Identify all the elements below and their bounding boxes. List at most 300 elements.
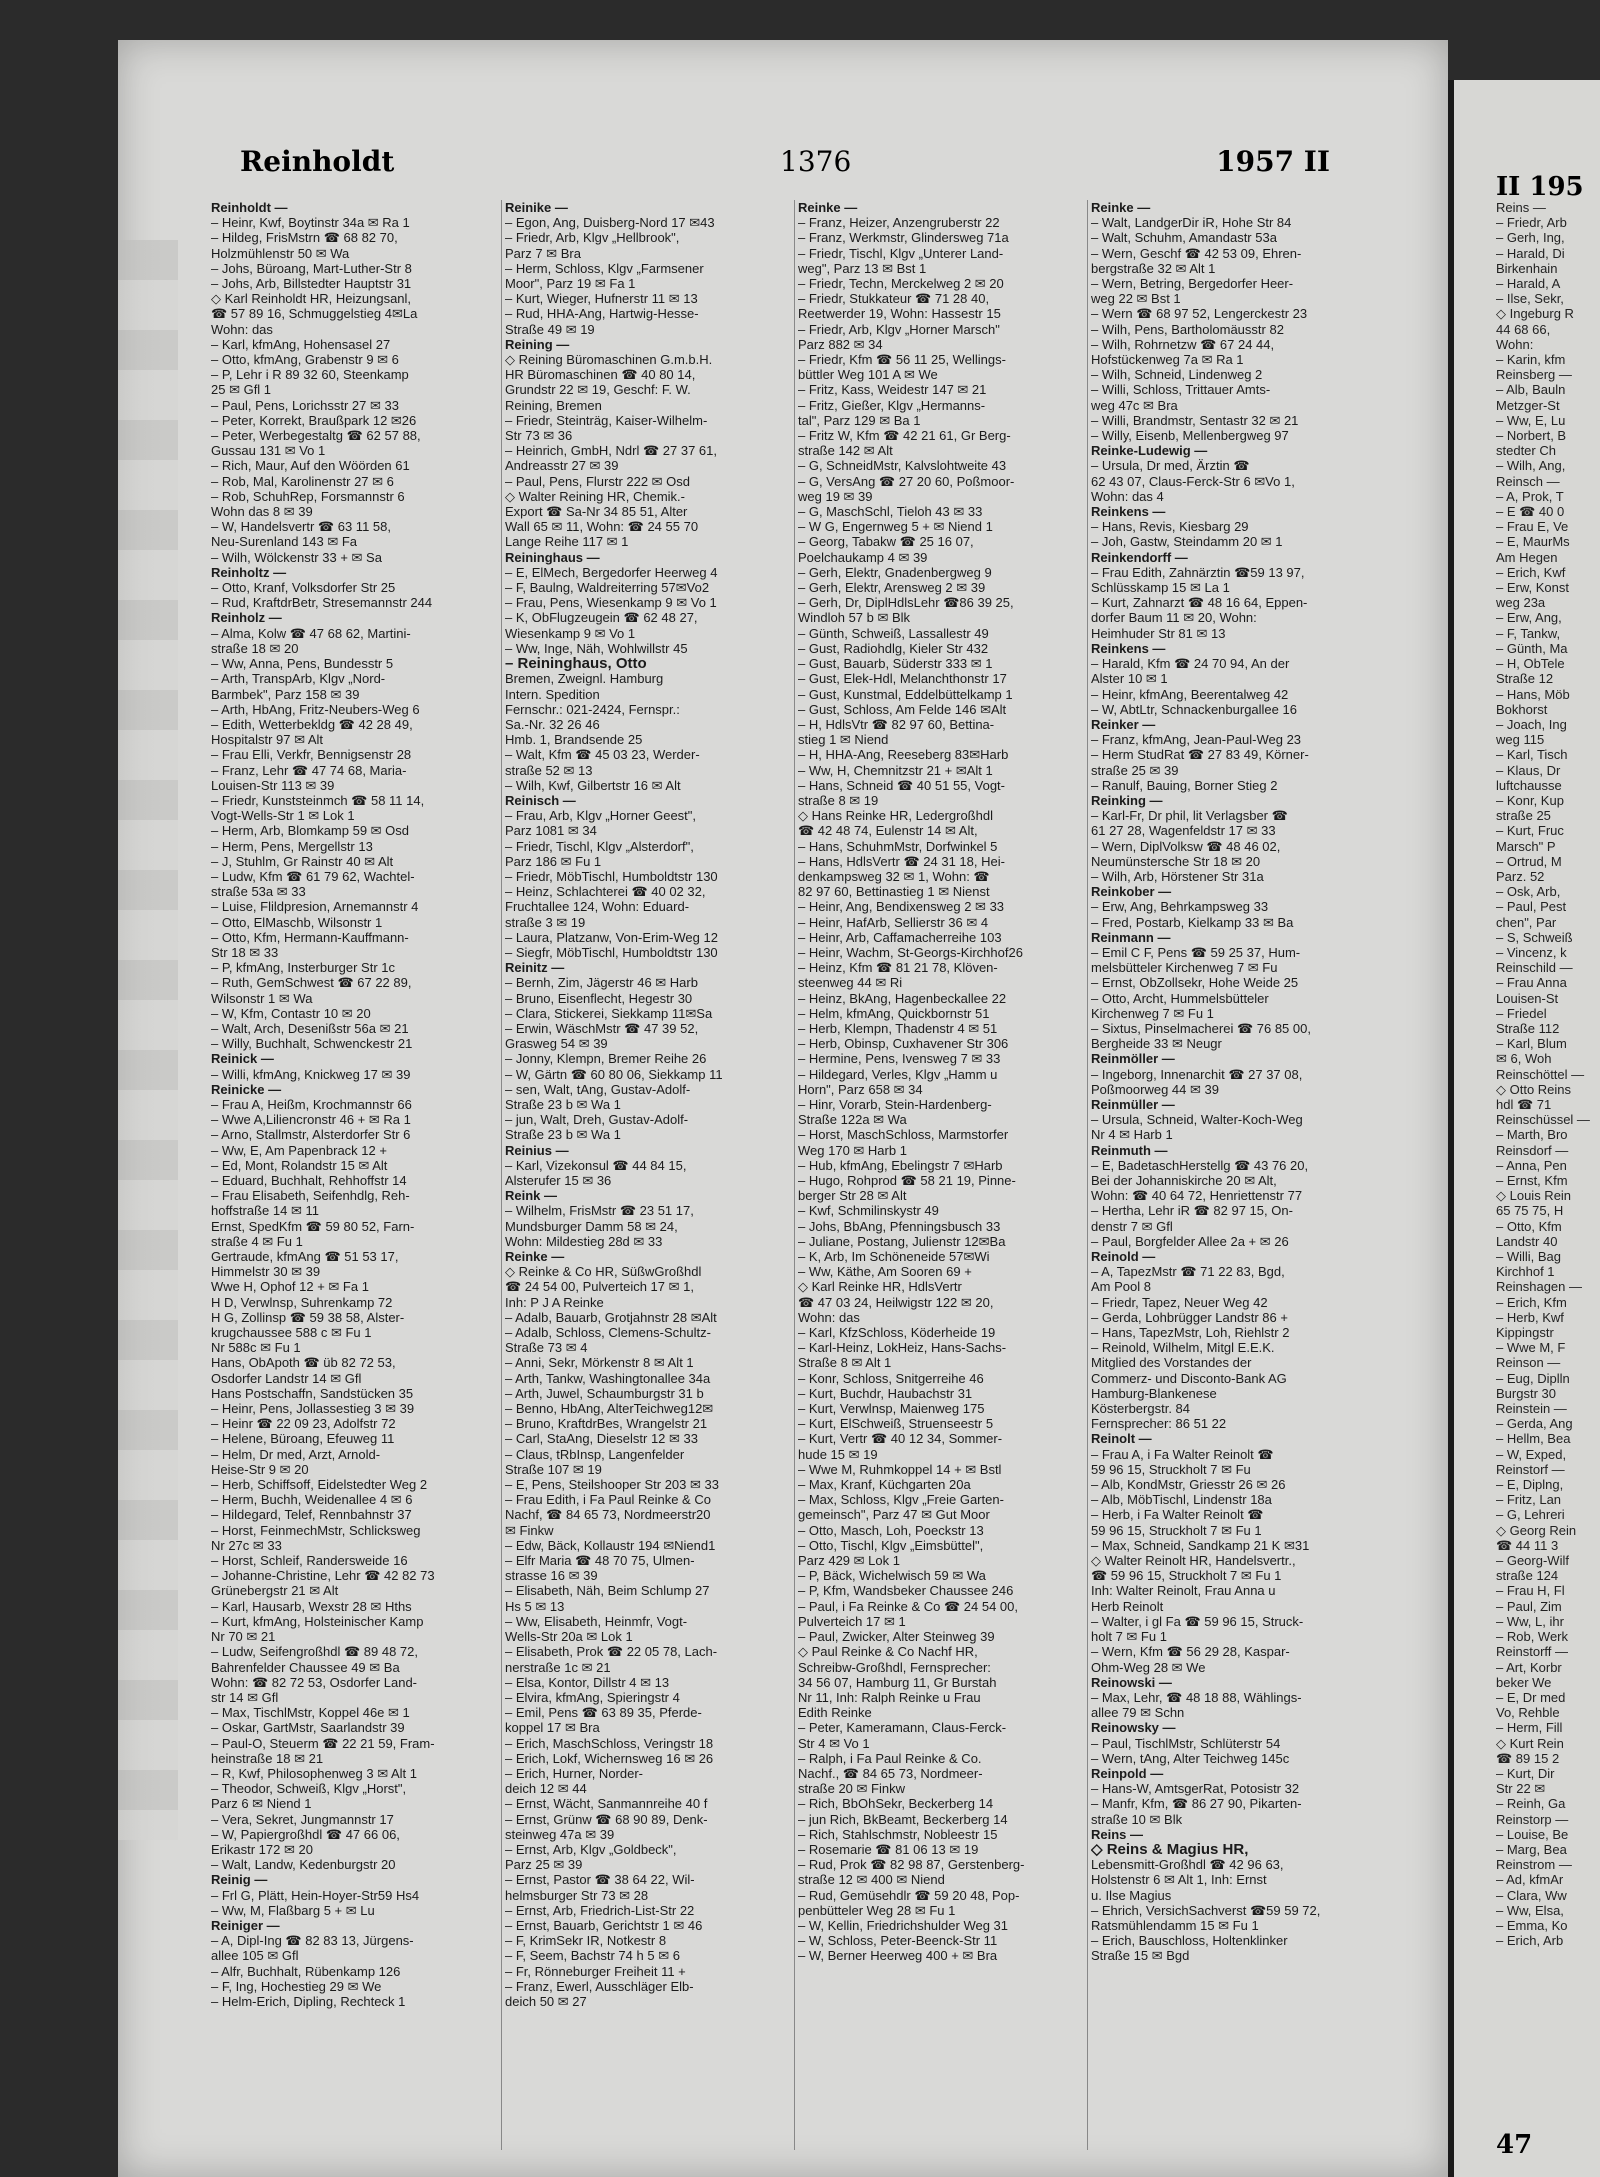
directory-entry: ◇ Karl Reinholdt HR, Heizungsanl, [211, 291, 412, 307]
directory-entry: Reins — [1091, 1826, 1144, 1842]
directory-entry: – Hinr, Vorarb, Stein-Hardenberg- [798, 1096, 992, 1112]
directory-entry: allee 79 ✉ Schn [1091, 1705, 1185, 1721]
directory-entry: – Konr, Schloss, Snitgerreihe 46 [798, 1370, 984, 1386]
right-page-entry: Reinshagen — [1496, 1279, 1582, 1295]
directory-entry: – Paul, Pens, Lorichsstr 27 ✉ 33 [211, 397, 399, 413]
directory-entry: – Otto, Archt, Hummelsbütteler [1091, 990, 1269, 1006]
right-page-entry: Reinstrom — [1496, 1857, 1572, 1873]
directory-entry: hoffstraße 14 ✉ 11 [211, 1203, 319, 1219]
directory-entry: Str 4 ✉ Vo 1 [798, 1735, 870, 1751]
directory-entry: – Friedr, Tischl, Klgv „Unterer Land- [798, 245, 1004, 261]
directory-entry: melsbütteler Kirchenweg 7 ✉ Fu [1091, 960, 1278, 976]
directory-entry: – Ww, E, Am Papenbrack 12 + [211, 1142, 387, 1158]
directory-entry: – Karl-Fr, Dr phil, lit Verlagsber ☎ [1091, 808, 1288, 824]
directory-entry: – Ruth, GemSchwest ☎ 67 22 89, [211, 975, 412, 991]
directory-entry: – Helm, kfmAng, Quickbornstr 51 [798, 1005, 990, 1021]
directory-entry: – Paul-O, Steuerm ☎ 22 21 59, Fram- [211, 1735, 435, 1751]
directory-entry: Inh: Walter Reinolt, Frau Anna u [1091, 1583, 1276, 1599]
directory-entry: – Alb, KondMstr, Griesstr 26 ✉ 26 [1091, 1477, 1286, 1493]
directory-entry: – Gust, Kunstmal, Eddelbüttelkamp 1 [798, 686, 1013, 702]
directory-entry: – Franz, Heizer, Anzengruberstr 22 [798, 215, 1000, 231]
directory-entry: Bremen, Zweignl. Hamburg [505, 671, 664, 687]
right-page-entry: Reinstein — [1496, 1401, 1567, 1417]
directory-entry: Reinke — [505, 1249, 565, 1265]
directory-entry: Hospitalstr 97 ✉ Alt [211, 732, 324, 748]
right-page-entry: Reinschüssel — [1496, 1112, 1590, 1128]
directory-entry: – Gust, Elek-Hdl, Melanchthonstr 17 [798, 671, 1007, 687]
directory-entry: straße 3 ✉ 19 [505, 914, 586, 930]
directory-entry: – Ranulf, Bauing, Borner Stieg 2 [1091, 777, 1278, 793]
directory-entry: – Edith, Wetterbekldg ☎ 42 28 49, [211, 716, 413, 732]
directory-entry: – Gerh, Dr, DiplHdlsLehr ☎86 39 25, [798, 595, 1014, 611]
directory-entry: – Alma, Kolw ☎ 47 68 62, Martini- [211, 625, 411, 641]
directory-entry: – W, Kfm, Contastr 10 ✉ 20 [211, 1005, 371, 1021]
directory-entry: ◇ Hans Reinke HR, Ledergroßhdl [798, 808, 993, 824]
directory-entry: – Herm, Buchh, Weidenallee 4 ✉ 6 [211, 1492, 413, 1508]
directory-entry: – Otto, ElMaschb, Wilsonstr 1 [211, 914, 383, 930]
directory-entry: straße 53a ✉ 33 [211, 884, 306, 900]
directory-entry: – Gust, Bauarb, Süderstr 333 ✉ 1 [798, 656, 993, 672]
directory-entry: Andreasstr 27 ✉ 39 [505, 458, 619, 474]
right-page-entry: – Karl, Tisch [1496, 747, 1568, 763]
directory-entry: – Elsa, Kontor, Dillstr 4 ✉ 13 [505, 1674, 670, 1690]
directory-entry: Straße 15 ✉ Bgd [1091, 1948, 1190, 1964]
directory-entry: Straße 107 ✉ 19 [505, 1461, 602, 1477]
directory-entry: – Hermine, Pens, Ivensweg 7 ✉ 33 [798, 1051, 1001, 1067]
directory-entry: – F, Baulng, Waldreiterring 57✉Vo2 [505, 580, 710, 596]
right-page-entry: – Erw, Ang, [1496, 610, 1562, 626]
directory-entry: Hofstückenweg 7a ✉ Ra 1 [1091, 352, 1244, 368]
right-page-entry: – Erw, Konst [1496, 580, 1569, 596]
directory-entry: – Kurt, Vertr ☎ 40 12 34, Sommer- [798, 1431, 1003, 1447]
directory-entry: ◇ Reins & Magius HR, [1091, 1841, 1249, 1858]
directory-entry: – Ursula, Schneid, Walter-Koch-Weg [1091, 1112, 1303, 1128]
directory-entry: Bei der Johanniskirche 20 ✉ Alt, [1091, 1173, 1277, 1188]
directory-entry: – Willi, Schloss, Trittauer Amts- [1091, 382, 1271, 398]
directory-entry: Wilsonstr 1 ✉ Wa [211, 990, 313, 1006]
directory-entry: koppel 17 ✉ Bra [505, 1720, 600, 1736]
directory-entry: allee 105 ✉ Gfl [211, 1948, 299, 1964]
directory-entry: steinweg 47a ✉ 39 [505, 1826, 615, 1842]
directory-entry: Nachf, ☎ 84 65 73, Nordmeerstr20 [505, 1507, 711, 1523]
directory-entry: – Elfr Maria ☎ 48 70 75, Ulmen- [505, 1553, 695, 1569]
directory-entry: – E, Pens, Steilshooper Str 203 ✉ 33 [505, 1477, 719, 1493]
directory-entry: – Ed, Mont, Rolandstr 15 ✉ Alt [211, 1157, 388, 1173]
directory-entry: – Karl, KfzSchloss, Köderheide 19 [798, 1325, 996, 1341]
right-page-entry: ◇ Ingeburg R [1496, 306, 1574, 322]
directory-entry: Wohn das 8 ✉ 39 [211, 504, 313, 520]
directory-entry: Mitglied des Vorstandes der [1091, 1355, 1252, 1371]
directory-entry: – Heinr, Kwf, Boytinstr 34a ✉ Ra 1 [211, 215, 410, 231]
directory-entry: denstr 7 ✉ Gfl [1091, 1218, 1173, 1234]
directory-entry: – Kurt, kfmAng, Holsteinischer Kamp [211, 1613, 424, 1629]
right-page-entry: – Frau H, Fl [1496, 1583, 1565, 1599]
directory-entry: – P, Kfm, Wandsbeker Chaussee 246 [798, 1583, 1014, 1599]
directory-entry: straße 25 ✉ 39 [1091, 762, 1179, 778]
directory-entry: – Otto, Kfm, Hermann-Kauffmann- [211, 929, 409, 945]
right-page-entry: ◇ Georg Rein [1496, 1522, 1577, 1538]
right-page-entry: – A, Prok, T [1496, 488, 1564, 504]
directory-entry: strasse 16 ✉ 39 [505, 1568, 598, 1584]
directory-entry: – Erich, MaschSchloss, Veringstr 18 [505, 1735, 714, 1751]
right-page-entry: – Eug, Diplln [1496, 1370, 1570, 1386]
directory-entry: – A, TapezMstr ☎ 71 22 83, Bgd, [1091, 1264, 1285, 1280]
directory-entry: – Frau, Pens, Wiesenkamp 9 ✉ Vo 1 [505, 595, 717, 611]
directory-entry: Parz 25 ✉ 39 [505, 1857, 583, 1873]
directory-entry: – Heinz, BkAng, Hagenbeckallee 22 [798, 990, 1007, 1006]
directory-entry: – Eduard, Buchhalt, Rehhoffstr 14 [211, 1173, 407, 1188]
directory-entry: – Jonny, Klempn, Bremer Reihe 26 [505, 1051, 707, 1067]
directory-entry: Commerz- und Disconto-Bank AG [1091, 1370, 1287, 1386]
directory-entry: – Frau Elisabeth, Seifenhdlg, Reh- [211, 1188, 410, 1204]
directory-entry: – Walter, i gl Fa ☎ 59 96 15, Struck- [1091, 1613, 1304, 1629]
right-page-entry: – Rob, Werk [1496, 1629, 1569, 1645]
directory-entry: bergstraße 32 ✉ Alt 1 [1091, 260, 1216, 276]
directory-entry: ☎ 47 03 24, Heilwigstr 122 ✉ 20, [798, 1294, 994, 1310]
directory-entry: – Kwf, Schmilinskystr 49 [798, 1203, 939, 1219]
directory-entry: – Joh, Gastw, Steindamm 20 ✉ 1 [1091, 534, 1283, 550]
directory-entry: – Paul, TischlMstr, Schlüterstr 54 [1091, 1735, 1281, 1751]
directory-entry: holt 7 ✉ Fu 1 [1091, 1629, 1167, 1645]
directory-entry: – W, Kellin, Friedrichshulder Weg 31 [798, 1917, 1009, 1933]
directory-entry: – Heinr, Wachm, St-Georgs-Kirchhof26 [798, 944, 1023, 960]
directory-entry: – Max, Lehr, ☎ 48 18 88, Wählings- [1091, 1689, 1302, 1705]
right-page-entry: – Paul, Zim [1496, 1598, 1562, 1614]
directory-entry: – Peter, Korrekt, Braußpark 12 ✉26 [211, 412, 417, 428]
directory-entry: ✉ Finkw [505, 1522, 554, 1538]
directory-entry: – Otto, Masch, Loh, Poeckstr 13 [798, 1522, 984, 1538]
directory-entry: – W, Berner Heerweg 400 + ✉ Bra [798, 1948, 998, 1964]
directory-entry: Weg 170 ✉ Harb 1 [798, 1142, 907, 1158]
right-page-entry: – Friedel [1496, 1005, 1547, 1021]
directory-entry: Ratsmühlendamm 15 ✉ Fu 1 [1091, 1917, 1259, 1933]
directory-entry: – Wern, Geschf ☎ 42 53 09, Ehren- [1091, 245, 1302, 261]
directory-entry: – Franz, Ewerl, Ausschläger Elb- [505, 1978, 694, 1994]
directory-entry: Reinmüller — [1091, 1096, 1175, 1112]
directory-entry: – Heinz, Kfm ☎ 81 21 78, Klöven- [798, 960, 998, 976]
directory-entry: Straße 23 b ✉ Wa 1 [505, 1096, 621, 1112]
directory-entry: – Wwe A,Liliencronstr 46 + ✉ Ra 1 [211, 1112, 411, 1128]
directory-entry: – Theodor, Schweiß, Klgv „Horst", [211, 1781, 407, 1797]
directory-entry: – Heinrich, GmbH, Ndrl ☎ 27 37 61, [505, 443, 717, 459]
right-page-entry: – Paul, Pest [1496, 899, 1567, 915]
directory-entry: – Johs, Büroang, Mart-Luther-Str 8 [211, 260, 412, 276]
directory-entry: – P, Bäck, Wichelwisch 59 ✉ Wa [798, 1568, 986, 1584]
directory-entry: – Gerda, Lohbrügger Landstr 86 + [1091, 1309, 1288, 1325]
right-page-entry: – Günth, Ma [1496, 640, 1568, 656]
directory-entry: Schreibw-Großhdl, Fernsprecher: [798, 1659, 991, 1675]
directory-entry: Nr 11, Inh: Ralph Reinke u Frau [798, 1689, 981, 1705]
right-page-entry: Kirchhof 1 [1496, 1264, 1555, 1280]
right-page-entry: Straße 112 [1496, 1020, 1560, 1036]
directory-entry: – Gerh, Elektr, Gnadenbergweg 9 [798, 564, 992, 580]
directory-entry: – Herm, Arb, Blomkamp 59 ✉ Osd [211, 823, 410, 839]
directory-entry: ☎ 24 54 00, Pulverteich 17 ✉ 1, [505, 1279, 694, 1295]
directory-entry: – Frau Edith, Zahnärztin ☎59 13 97, [1091, 564, 1305, 580]
directory-entry: – Kurt, ElSchweiß, Struenseestr 5 [798, 1416, 994, 1432]
right-page-entry: – S, Schweiß [1496, 929, 1573, 945]
directory-entry: – Herm StudRat ☎ 27 83 49, Körner- [1091, 747, 1309, 763]
directory-entry: stieg 1 ✉ Niend [798, 732, 889, 748]
directory-entry: weg 47c ✉ Bra [1091, 397, 1178, 413]
directory-entry: – Paul, Borgfelder Allee 2a + ✉ 26 [1091, 1233, 1289, 1249]
directory-entry: – Kurt, Verwlnsp, Maienweg 175 [798, 1401, 985, 1417]
right-page-entry: – Erich, Arb [1496, 1933, 1564, 1949]
directory-entry: – Karl-Heinz, LokHeiz, Hans-Sachs- [798, 1340, 1007, 1356]
directory-entry: Reinius — [505, 1142, 569, 1158]
directory-entry: Pulverteich 17 ✉ 1 [798, 1613, 906, 1629]
directory-entry: hude 15 ✉ 19 [798, 1446, 878, 1462]
directory-entry: Reinkens — [1091, 504, 1166, 520]
directory-entry: Straße 73 ✉ 4 [505, 1340, 588, 1356]
directory-entry: – Friedr, Steinträg, Kaiser-Wilhelm- [505, 412, 708, 428]
right-page-entry: – Wilh, Ang, [1496, 458, 1566, 474]
right-page-entry: – Frau E, Ve [1496, 519, 1569, 535]
right-page-entry: ☎ 44 11 3 [1496, 1537, 1559, 1553]
right-page-entry: stedter Ch [1496, 443, 1556, 459]
right-page-entry: straße 25 [1496, 808, 1551, 824]
right-page-entry: 65 75 75, H [1496, 1203, 1564, 1219]
page-header [210, 145, 1330, 185]
right-page-entry: – Harald, Di [1496, 245, 1565, 261]
directory-entry: – Fritz, Gießer, Klgv „Hermanns- [798, 397, 986, 413]
directory-entry: – Helene, Büroang, Efeuweg 11 [211, 1431, 395, 1447]
right-page-entry: ☎ 89 15 2 [1496, 1750, 1560, 1766]
directory-entry: – Wern, tAng, Alter Teichweg 145c [1091, 1750, 1290, 1766]
directory-entry: – Helm, Dr med, Arzt, Arnold- [211, 1446, 381, 1462]
right-page-entry: – Ernst, Kfm [1496, 1173, 1568, 1188]
right-page-entry: – Ortrud, M [1496, 853, 1562, 869]
directory-entry: – Emil C F, Pens ☎ 59 25 37, Hum- [1091, 944, 1301, 960]
right-page-entry: – Osk, Arb, [1496, 884, 1561, 900]
right-page-entry: – Erich, Kwf [1496, 564, 1566, 580]
right-page-entry: – Gerh, Ing, [1496, 230, 1565, 246]
right-page-entry: Kippingstr [1496, 1325, 1554, 1341]
directory-entry: – Hertha, Lehr iR ☎ 82 97 15, On- [1091, 1203, 1293, 1219]
directory-entry: weg", Parz 13 ✉ Bst 1 [798, 260, 927, 276]
right-page-entry: – Clara, Ww [1496, 1887, 1567, 1903]
right-page-entry: – Ww, L, ihr [1496, 1613, 1564, 1629]
directory-entry: – Heinr, Ang, Bendixensweg 2 ✉ 33 [798, 899, 1005, 915]
directory-entry: – Ernst, Wächt, Sanmannreihe 40 f [505, 1796, 708, 1812]
directory-entry: – Hildeg, FrisMstrn ☎ 68 82 70, [211, 230, 398, 246]
directory-entry: Louisen-Str 113 ✉ 39 [211, 777, 335, 793]
right-page-entry: Birkenhain [1496, 260, 1558, 276]
directory-entry: – Heinz, Schlachterei ☎ 40 02 32, [505, 884, 706, 900]
right-page-header: II 195 [1496, 172, 1584, 202]
directory-entry: – Johs, BbAng, Pfenningsbusch 33 [798, 1218, 1001, 1234]
directory-entry: – Hans, Schneid ☎ 40 51 55, Vogt- [798, 777, 1005, 793]
right-page-entry: straße 124 [1496, 1568, 1559, 1584]
directory-entry: – Frau Edith, i Fa Paul Reinke & Co [505, 1492, 711, 1508]
directory-entry: – Carl, StaAng, Dieselstr 12 ✉ 33 [505, 1431, 698, 1447]
right-page-entry: Reinstorff — [1496, 1644, 1569, 1660]
directory-entry: ◇ Reinke & Co HR, SüßwGroßhdl [505, 1264, 702, 1280]
directory-entry: Gertraude, kfmAng ☎ 51 53 17, [211, 1249, 399, 1265]
right-page-entry: Reinstorp — [1496, 1811, 1569, 1827]
directory-entry: – Franz, Lehr ☎ 47 74 68, Maria- [211, 762, 407, 778]
directory-entry: – Karl, Hausarb, Wexstr 28 ✉ Hths [211, 1598, 412, 1614]
directory-entry: – A, Dipl-Ing ☎ 82 83 13, Jürgens- [211, 1933, 414, 1949]
directory-entry: Wiesenkamp 9 ✉ Vo 1 [505, 625, 636, 641]
directory-entry: – K, Arb, Im Schöneneide 57✉Wi [798, 1249, 990, 1265]
directory-entry: – Bernh, Zim, Jägerstr 46 ✉ Harb [505, 975, 698, 991]
directory-entry: – Erich, Hurner, Norder- [505, 1765, 643, 1781]
directory-entry: H D, Verwlnsp, Suhrenkamp 72 [211, 1294, 393, 1310]
column-2 [501, 200, 794, 2150]
right-page-entry: – Kurt, Dir [1496, 1765, 1555, 1781]
directory-entry: weg 22 ✉ Bst 1 [1091, 291, 1181, 307]
directory-entry: – Friedr, Arb, Klgv „Horner Marsch" [798, 321, 1000, 337]
directory-entry: – Siegfr, MöbTischl, Humboldtstr 130 [505, 944, 718, 960]
directory-entry: – Friedr, Techn, Merckelweg 2 ✉ 20 [798, 276, 1004, 292]
directory-entry: – Wern, Kfm ☎ 56 29 28, Kaspar- [1091, 1644, 1290, 1660]
directory-entry: 59 96 15, Struckholt 7 ✉ Fu [1091, 1461, 1251, 1477]
directory-entry: – Reininghaus, Otto [505, 656, 647, 672]
directory-entry: – Hugo, Rohprod ☎ 58 21 19, Pinne- [798, 1173, 1016, 1188]
directory-entry: 25 ✉ Gfl 1 [211, 382, 272, 398]
directory-entry: Grünebergstr 21 ✉ Alt [211, 1583, 339, 1599]
directory-entry: – Rich, Maur, Auf den Wöörden 61 [211, 458, 410, 474]
directory-entry: Export ☎ Sa-Nr 34 85 51, Alter [505, 504, 688, 520]
directory-entry: krugchaussee 588 c ✉ Fu 1 [211, 1325, 372, 1341]
directory-entry: Reinkendorff — [1091, 549, 1188, 565]
directory-entry: Grasweg 54 ✉ 39 [505, 1036, 608, 1052]
right-page-entry: Metzger-St [1496, 397, 1560, 413]
directory-entry: Parz 429 ✉ Lok 1 [798, 1553, 900, 1569]
right-page-entry: beker We [1496, 1674, 1552, 1690]
directory-entry: – Arth, HbAng, Fritz-Neubers-Weg 6 [211, 701, 420, 717]
directory-entry: Parz 1081 ✉ 34 [505, 823, 597, 839]
directory-entry: – Friedr, MöbTischl, Humboldtstr 130 [505, 868, 718, 884]
directory-entry: Neu-Surenland 143 ✉ Fa [211, 534, 358, 550]
directory-entry: – Frau A, i Fa Walter Reinolt ☎ [1091, 1446, 1274, 1462]
directory-entry: – Ww, H, Chemnitzstr 21 + ✉Alt 1 [798, 762, 993, 778]
right-page-entry: Am Hegen [1496, 549, 1558, 565]
directory-entry: Reinmann — [1091, 929, 1171, 945]
directory-entry: – Frau, Arb, Klgv „Horner Geest", [505, 808, 697, 824]
directory-entry: – Clara, Stickerei, Siekkamp 11✉Sa [505, 1005, 713, 1021]
right-page-entry: – Alb, Bauln [1496, 382, 1566, 398]
directory-entry: – Herb, Schiffsoff, Eidelstedter Weg 2 [211, 1477, 428, 1493]
directory-entry: Reinholz — [211, 610, 282, 626]
right-page-entry: – Karin, kfm [1496, 352, 1566, 368]
directory-entry: – Hildegard, Telef, Rennbahnstr 37 [211, 1507, 412, 1523]
directory-entry: Poelchaukamp 4 ✉ 39 [798, 549, 928, 565]
directory-entry: Hans, ObApoth ☎ üb 82 72 53, [211, 1355, 396, 1371]
directory-entry: Bergheide 33 ✉ Neugr [1091, 1036, 1222, 1052]
directory-entry: – Willy, Buchhalt, Schwenckestr 21 [211, 1036, 413, 1052]
right-page-entry: – Emma, Ko [1496, 1917, 1568, 1933]
right-page-entry: Reinstorf — [1496, 1461, 1565, 1477]
directory-entry: – W G, Engernweg 5 + ✉ Niend 1 [798, 519, 993, 535]
right-page-entry: Reinsberg — [1496, 367, 1572, 383]
directory-entry: – Erich, Lokf, Wichernsweg 16 ✉ 26 [505, 1750, 714, 1766]
right-page-entry: Reinschild — [1496, 960, 1573, 976]
directory-entry: – Anni, Sekr, Mörkenstr 8 ✉ Alt 1 [505, 1355, 694, 1371]
directory-entry: Reinholtz — [211, 564, 287, 580]
directory-entry: gemeinsch", Parz 47 ✉ Gut Moor [798, 1507, 990, 1523]
right-page-entry: – E, Diplng, [1496, 1477, 1564, 1493]
directory-entry: deich 50 ✉ 27 [505, 1993, 587, 2009]
directory-entry: Reinicke — [211, 1081, 282, 1097]
directory-entry: – Herm, Schloss, Klgv „Farmsener [505, 260, 704, 276]
directory-entry: – Johanne-Christine, Lehr ☎ 42 82 73 [211, 1568, 435, 1584]
right-page-entry: ◇ Louis Rein [1496, 1188, 1572, 1204]
directory-entry: – Walt, LandgerDir iR, Hohe Str 84 [1091, 215, 1292, 231]
directory-entry: Reinick — [211, 1051, 274, 1067]
directory-entry: Wohn: das [798, 1309, 860, 1325]
directory-entry: Hmb. 1, Brandsende 25 [505, 732, 643, 748]
directory-entry: – Rich, Stahlschmstr, Nobleestr 15 [798, 1826, 998, 1842]
directory-entry: Holstenstr 6 ✉ Alt 1, Inh: Ernst [1091, 1872, 1267, 1888]
directory-entry: – Rich, BbOhSekr, Beckerberg 14 [798, 1796, 994, 1812]
directory-entry: Alster 10 ✉ 1 [1091, 671, 1168, 687]
directory-entry: – Rud, Gemüsehdlr ☎ 59 20 48, Pop- [798, 1887, 1020, 1903]
directory-entry: 62 43 07, Claus-Ferck-Str 6 ✉Vo 1, [1091, 473, 1295, 489]
directory-entry: – Hub, kfmAng, Ebelingstr 7 ✉Harb [798, 1157, 1003, 1173]
directory-entry: Reinold — [1091, 1249, 1156, 1265]
directory-entry: – Ludw, Seifengroßhdl ☎ 89 48 72, [211, 1644, 418, 1660]
directory-entry: – Claus, tRbInsp, Langenfelder [505, 1446, 685, 1462]
directory-entry: – jun Rich, BkBeamt, Beckerberg 14 [798, 1811, 1008, 1827]
directory-entry: – Max, Schloss, Klgv „Freie Garten- [798, 1492, 1004, 1508]
right-page-entry: chen", Par [1496, 914, 1557, 930]
directory-entry: – E, ElMech, Bergedorfer Heerweg 4 [505, 564, 718, 580]
directory-entry: ☎ 42 48 74, Eulenstr 14 ✉ Alt, [798, 823, 978, 839]
directory-entry: – Arth, TranspArb, Klgv „Nord- [211, 671, 386, 687]
directory-entry: – Willi, kfmAng, Knickweg 17 ✉ 39 [211, 1066, 411, 1082]
directory-entry: – Franz, kfmAng, Jean-Paul-Weg 23 [1091, 732, 1302, 748]
header-page-number: 1376 [780, 145, 852, 178]
directory-entry: – Arth, Tankw, Washingtonallee 34a [505, 1370, 711, 1386]
right-page-entry: hdl ☎ 71 [1496, 1096, 1552, 1112]
right-page-entry: – Art, Korbr [1496, 1659, 1562, 1675]
right-page-entry: – Otto, Kfm [1496, 1218, 1562, 1234]
directory-entry: – Hans, SchuhmMstr, Dorfwinkel 5 [798, 838, 998, 854]
right-page-entry: – Karl, Blum [1496, 1036, 1567, 1052]
directory-entry: – Bruno, KraftdrBes, Wrangelstr 21 [505, 1416, 708, 1432]
directory-entry: – Heinr, Arb, Caffamacherreihe 103 [798, 929, 1002, 945]
right-page-entry: Bokhorst [1496, 701, 1548, 717]
directory-entry: – Erw, Ang, Behrkampsweg 33 [1091, 899, 1269, 915]
directory-entry: Poßmoorweg 44 ✉ 39 [1091, 1081, 1219, 1097]
right-page-entry: – Klaus, Dr [1496, 762, 1561, 778]
directory-entry: – Friedr, Kfm ☎ 56 11 25, Wellings- [798, 352, 1006, 368]
directory-entry: Grundstr 22 ✉ 19, Geschf: F. W. [505, 382, 691, 398]
right-page-entry: – Frau Anna [1496, 975, 1567, 991]
directory-entry: Fernschr.: 021-2424, Fernspr.: [505, 701, 680, 717]
directory-entry: Straße 49 ✉ 19 [505, 321, 595, 337]
directory-entry: – Wilhelm, FrisMstr ☎ 23 51 17, [505, 1203, 694, 1219]
directory-entry: – Herb, Klempn, Thadenstr 4 ✉ 51 [798, 1020, 998, 1036]
directory-entry: – J, Stuhlm, Gr Rainstr 40 ✉ Alt [211, 853, 394, 869]
directory-entry: Intern. Spedition [505, 686, 600, 702]
directory-entry: – Frau A, Heißm, Krochmannstr 66 [211, 1096, 412, 1112]
directory-entry: – Ernst, Arb, Friedrich-List-Str 22 [505, 1902, 695, 1918]
directory-entry: Reinmuth — [1091, 1142, 1168, 1158]
directory-entry: deich 12 ✉ 44 [505, 1781, 587, 1797]
directory-entry: Reininghaus — [505, 549, 600, 565]
directory-entry: nerstraße 1c ✉ 21 [505, 1659, 611, 1675]
directory-entry: – Franz, Werkmstr, Glindersweg 71a [798, 230, 1009, 246]
directory-entry: Alsterufer 15 ✉ 36 [505, 1173, 612, 1188]
directory-entry: – Günth, Schweiß, Lassallestr 49 [798, 625, 989, 641]
directory-entry: Wells-Str 20a ✉ Lok 1 [505, 1629, 633, 1645]
directory-entry: – Ww, Inge, Näh, Wohlwillstr 45 [505, 640, 688, 656]
directory-entry: u. Ilse Magius [1091, 1887, 1172, 1903]
directory-entry: berger Str 28 ✉ Alt [798, 1188, 907, 1204]
